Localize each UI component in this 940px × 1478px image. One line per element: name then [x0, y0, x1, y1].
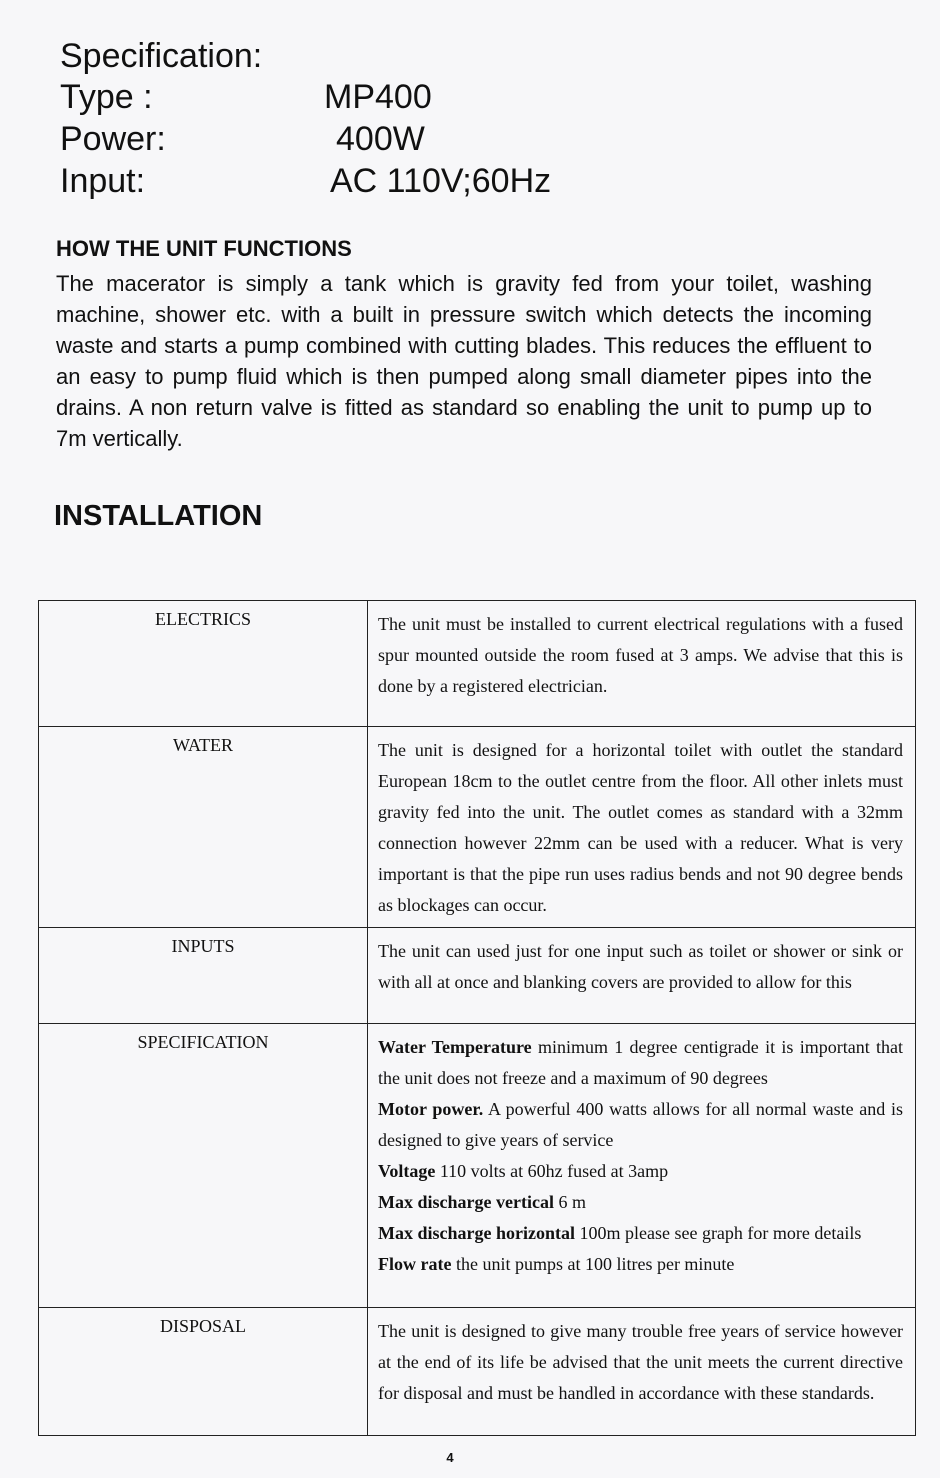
page-number: 4 [446, 1450, 454, 1465]
category-text [368, 1024, 916, 1308]
spec-item-text: 110 volts at 60hz fused at 3amp [439, 1161, 669, 1181]
spec-item-term: Motor power. [378, 1099, 484, 1119]
category-text: The unit can used just for one input such as toilet or shower or sink or with all at once and blanking covers are provided to allow for this [368, 928, 916, 1024]
installation-table [38, 600, 916, 1436]
spec-item-water-temperature [378, 1032, 903, 1094]
unit-functions-section [56, 236, 872, 454]
spec-item-max-discharge-horizontal [378, 1218, 903, 1249]
spec-item-text: minimum 1 degree centigrade it is important that the unit does not freeze and a maximum of 90 degrees [378, 1037, 903, 1088]
table-row-inputs [39, 928, 916, 1024]
spec-item-max-discharge-vertical [378, 1187, 903, 1218]
spec-item-term: Max discharge vertical [378, 1192, 554, 1212]
table-row-electrics [39, 601, 916, 727]
category-label: INPUTS [39, 928, 368, 1024]
spec-value: 400W [336, 120, 425, 158]
category-text: The unit is designed for a horizontal toilet with outlet the standard European 18cm to the outlet centre from the floor. All other inlets must gravity fed into the unit. The outlet comes as standard with a 32mm connection however 22mm can be used with a reducer. What is very important is that the pipe run uses radius bends and not 90 degree bends as blockages can occur. [368, 727, 916, 928]
specification-block [60, 36, 551, 202]
table-row-water [39, 727, 916, 928]
spec-item-text: A powerful 400 watts allows for all normal waste and is designed to give years of service [378, 1099, 904, 1150]
category-text: The unit must be installed to current electrical regulations with a fused spur mounted outside the room fused at 3 amps. We advise that this is done by a registered electrician. [368, 601, 916, 727]
specification-title: Specification: [60, 37, 263, 75]
spec-item-flow-rate [378, 1249, 903, 1280]
spec-item-text: 100m please see graph for more details [579, 1223, 862, 1243]
category-label: ELECTRICS [39, 601, 368, 727]
spec-row-power [60, 118, 551, 160]
spec-item-term: Flow rate [378, 1254, 452, 1274]
spec-item-motor-power [378, 1094, 903, 1156]
spec-item-text: the unit pumps at 100 litres per minute [455, 1254, 735, 1274]
functions-body: The macerator is simply a tank which is gravity fed from your toilet, washing machine, shower etc. with a built in pressure switch which detects the incoming waste and starts a pump combined with cutting blades. This reduces the effluent to an easy to pump fluid which is then pumped along small diameter pipes into the drains. A non return valve is fitted as standard so enabling the unit to pump up to 7m vertically. [56, 271, 872, 451]
spec-row-input [60, 160, 551, 202]
installation-title: INSTALLATION [54, 500, 263, 532]
spec-item-voltage [378, 1156, 903, 1187]
category-text: The unit is designed to give many trouble free years of service however at the end of its life be advised that the unit meets the current directive for disposal and must be handled in accordance with these standards. [368, 1308, 916, 1436]
spec-label: Type : [60, 78, 153, 116]
table-row-specification [39, 1024, 916, 1308]
spec-item-term: Voltage [378, 1161, 436, 1181]
category-label: SPECIFICATION [39, 1024, 368, 1308]
functions-heading: HOW THE UNIT FUNCTIONS [56, 236, 352, 261]
spec-value: MP400 [324, 78, 432, 116]
category-label: WATER [39, 727, 368, 928]
spec-label: Power: [60, 120, 166, 158]
category-label: DISPOSAL [39, 1308, 368, 1436]
table-row-disposal [39, 1308, 916, 1436]
spec-label: Input: [60, 162, 146, 200]
spec-item-term: Water Temperature [378, 1037, 532, 1057]
spec-item-term: Max discharge horizontal [378, 1223, 575, 1243]
spec-value: AC 110V;60Hz [330, 162, 552, 200]
spec-item-text: 6 m [558, 1192, 586, 1212]
spec-row-type [60, 76, 551, 118]
